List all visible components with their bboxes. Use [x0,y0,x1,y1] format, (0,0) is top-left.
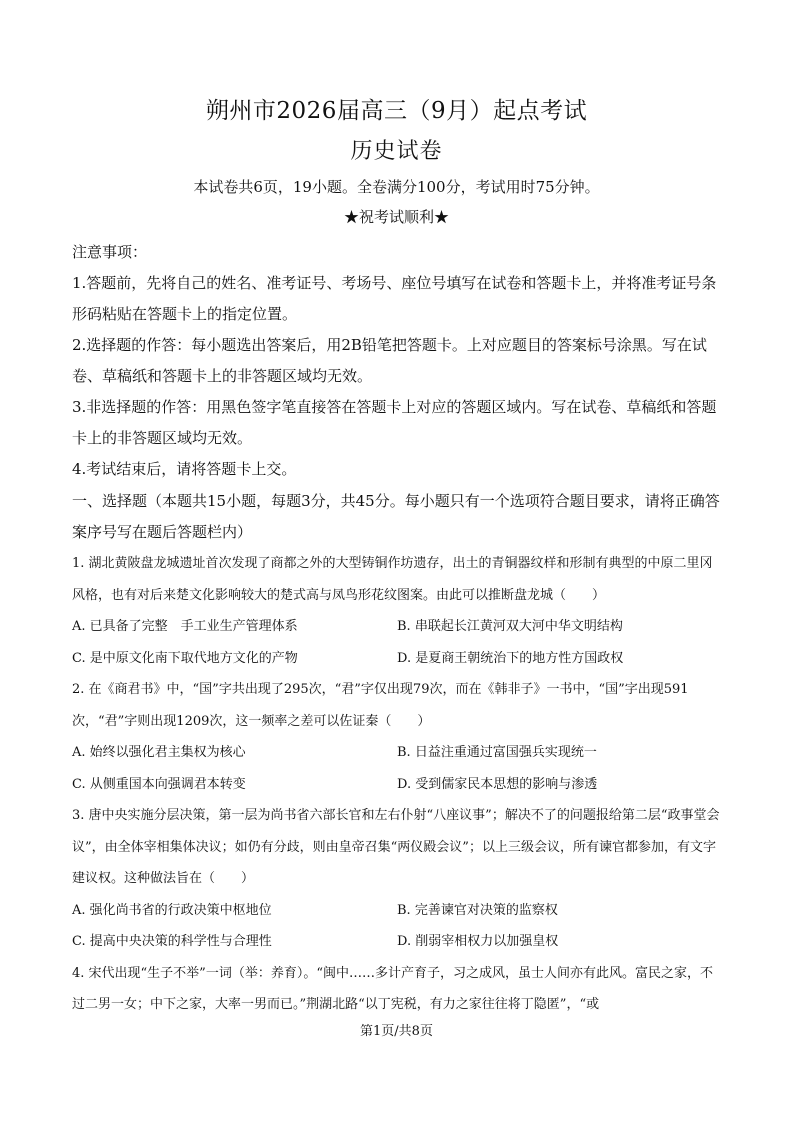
notes-heading: 注意事项： [72,243,148,261]
option-a: A. 始终以强化君主集权为核心 [72,745,246,760]
option-a: A. 已具备了完整 手工业生产管理体系 [72,619,298,634]
exam-title: 朔州市2026届高三（9月）起点考试 [205,98,588,124]
option-b: B. 日益注重通过富国强兵实现统一 [397,745,597,760]
section-heading-block [72,486,722,548]
note-item: 1.答题前，先将自己的姓名、准考证号、考场号、座位号填写在试卷和答题卡上，并将准考证号条形码粘贴在答题卡上的指定位置。 [72,274,717,323]
option-d: D. 是夏商王朝统治下的地方性方国政权 [397,650,624,666]
good-luck-line: ★祝考试顺利★ [343,208,449,226]
question-stem: 3. 唐中央实施分层决策，第一层为尚书省六部长官和左右仆射“八座议事”；解决不了的问题报给第二层“政事堂会议”，由全体宰相集体决议；如仍有分歧，则由皇帝召集“两仪殿会议”；以上三级会议，所有谏官都参加，有文字建议权。这种做法旨在（ ） [72,808,720,886]
option-a: A. 强化尚书省的行政决策中枢地位 [72,902,272,918]
note-item: 2.选择题的作答：每小题选出答案后，用2B铅笔把答题卡。上对应题目的答案标号涂黑。写在试卷、草稿纸和答题卡上的非答题区域均无效。 [72,336,707,385]
note-item: 4.考试结束后，请将答题卡上交。 [72,460,297,478]
option-c: C. 从侧重国本向强调君本转变 [72,776,246,792]
option-c: C. 是中原文化南下取代地方文化的产物 [72,650,298,666]
option-d: D. 削弱宰相权力以加强皇权 [397,934,559,949]
question [72,800,722,958]
option-b: B. 串联起长江黄河双大河中华文明结构 [397,619,623,634]
exam-subject: 历史试卷 [350,139,443,164]
option-list [72,611,722,674]
notes-block [72,237,722,485]
question [72,548,722,674]
section-heading: 一、选择题（本题共15小题，每题3分，共45分。每小题只有一个选项符合题目要求，请将正确答案序号写在题后答题栏内） [72,492,720,541]
option-list [72,737,722,800]
question-stem: 4. 宋代出现“生子不举”一词（举：养育）。“闽中……多计产育子，习之成风，虽士人间亦有此风。富民之家，不过二男一女；中下之家，大率一男而已。”荆湖北路“以丁宪税，有力之家往往将丁隐匿”，“或 [72,965,713,1012]
question [72,958,722,1021]
questions-list [72,548,722,1021]
exam-info: 本试卷共6页，19小题。全卷满分100分，考试用时75分钟。 [193,178,600,196]
option-c: C. 提高中央决策的科学性与合理性 [72,934,272,949]
option-list [72,895,722,958]
question-stem: 2. 在《商君书》中，“国”字共出现了295次，“君”字仅出现79次，而在《韩非子》一书中，“国”字出现591次，“君”字则出现1209次，这一频率之差可以佐证秦（ ） [72,682,689,729]
question [72,674,722,800]
question-stem: 1. 湖北黄陂盘龙城遗址首次发现了商都之外的大型铸铜作坊遗存，出土的青铜器纹样和形制有典型的中原二里冈风格，也有对后来楚文化影响较大的楚式高与凤鸟形花纹图案。由此可以推断盘龙城（ ） [72,556,713,603]
page-number: 第1页/共8页 [360,1024,433,1039]
option-d: D. 受到儒家民本思想的影响与渗透 [397,776,598,792]
note-item: 3.非选择题的作答：用黑色签字笔直接答在答题卡上对应的答题区域内。写在试卷、草稿纸和答题卡上的非答题区域均无效。 [72,398,717,447]
option-b: B. 完善谏官对决策的监察权 [397,902,558,918]
